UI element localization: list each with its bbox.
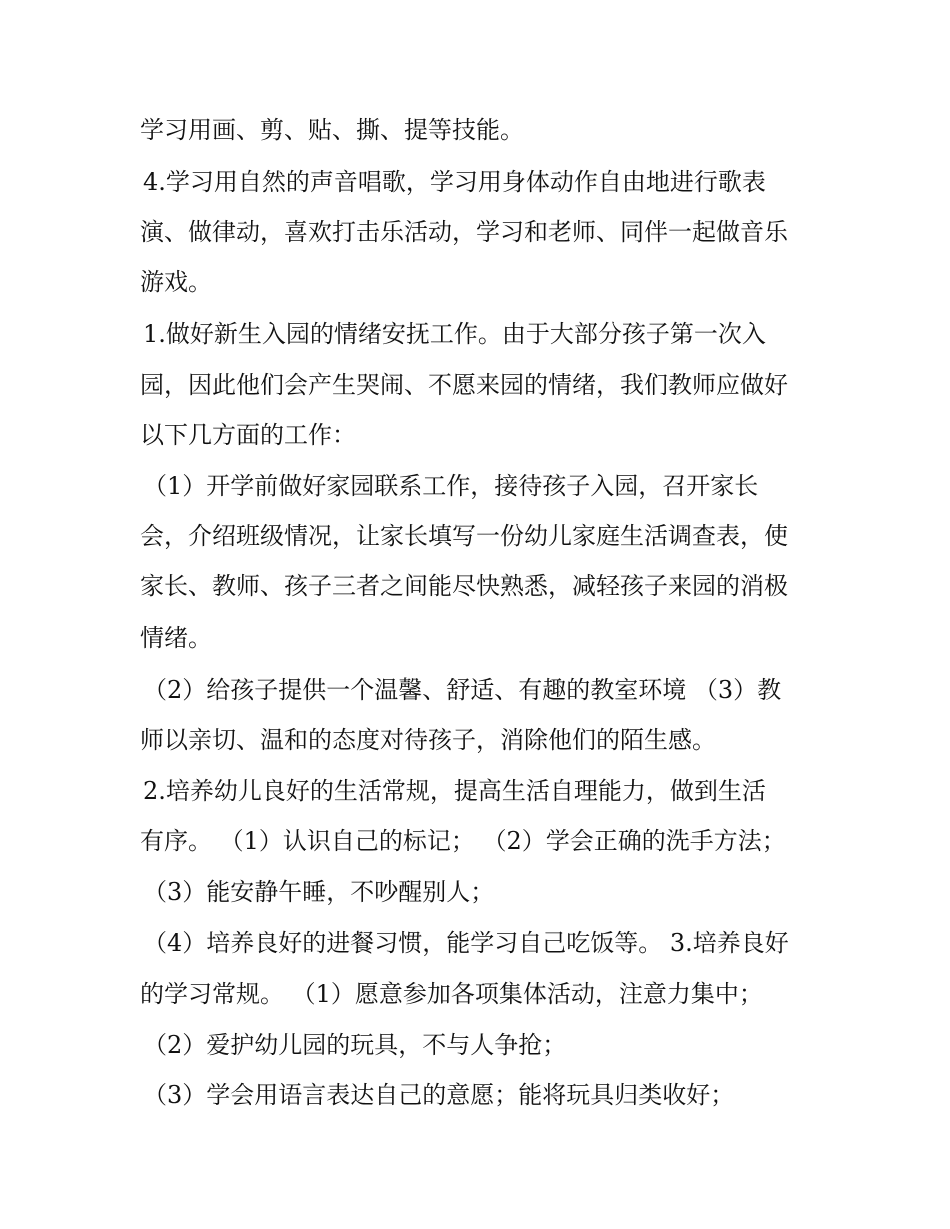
text-line-15: 有序。 （1）认识自己的标记； （2）学会正确的洗手方法； <box>140 827 786 855</box>
text-line-11: 情绪。 <box>140 624 212 652</box>
text-line-20: （3）学会用语言表达自己的意愿；能将玩具归类收好； <box>143 1081 735 1109</box>
text-line-17: （4）培养良好的进餐习惯，能学习自己吃饭等。 3.培养良好 <box>143 929 789 957</box>
text-line-18: 的学习常规。 （1）愿意参加各项集体活动，注意力集中； <box>140 980 763 1008</box>
text-line-14: 2.培养幼儿良好的生活常规，提高生活自理能力，做到生活 <box>143 777 766 805</box>
text-line-8: （1）开学前做好家园联系工作，接待孩子入园，召开家长 <box>143 472 759 500</box>
text-line-13: 师以亲切、温和的态度对待孩子，消除他们的陌生感。 <box>140 726 716 754</box>
text-line-1: 学习用画、剪、贴、撕、提等技能。 <box>140 116 524 144</box>
text-line-12: （2）给孩子提供一个温馨、舒适、有趣的教室环境 （3）教 <box>143 676 782 704</box>
text-line-5: 1.做好新生入园的情绪安抚工作。由于大部分孩子第一次入 <box>143 320 766 348</box>
text-line-6: 园，因此他们会产生哭闹、不愿来园的情绪，我们教师应做好 <box>140 371 788 399</box>
text-line-19: （2）爱护幼儿园的玩具，不与人争抢； <box>143 1031 567 1059</box>
text-line-9: 会，介绍班级情况，让家长填写一份幼儿家庭生活调查表，使 <box>140 522 788 550</box>
text-line-7: 以下几方面的工作： <box>140 421 356 449</box>
text-line-10: 家长、教师、孩子三者之间能尽快熟悉，减轻孩子来园的消极 <box>140 572 788 600</box>
text-line-16: （3）能安静午睡，不吵醒别人； <box>143 878 495 906</box>
text-line-4: 游戏。 <box>140 268 212 296</box>
text-line-2: 4.学习用自然的声音唱歌，学习用身体动作自由地进行歌表 <box>143 168 766 196</box>
text-line-3: 演、做律动，喜欢打击乐活动，学习和老师、同伴一起做音乐 <box>140 218 788 246</box>
